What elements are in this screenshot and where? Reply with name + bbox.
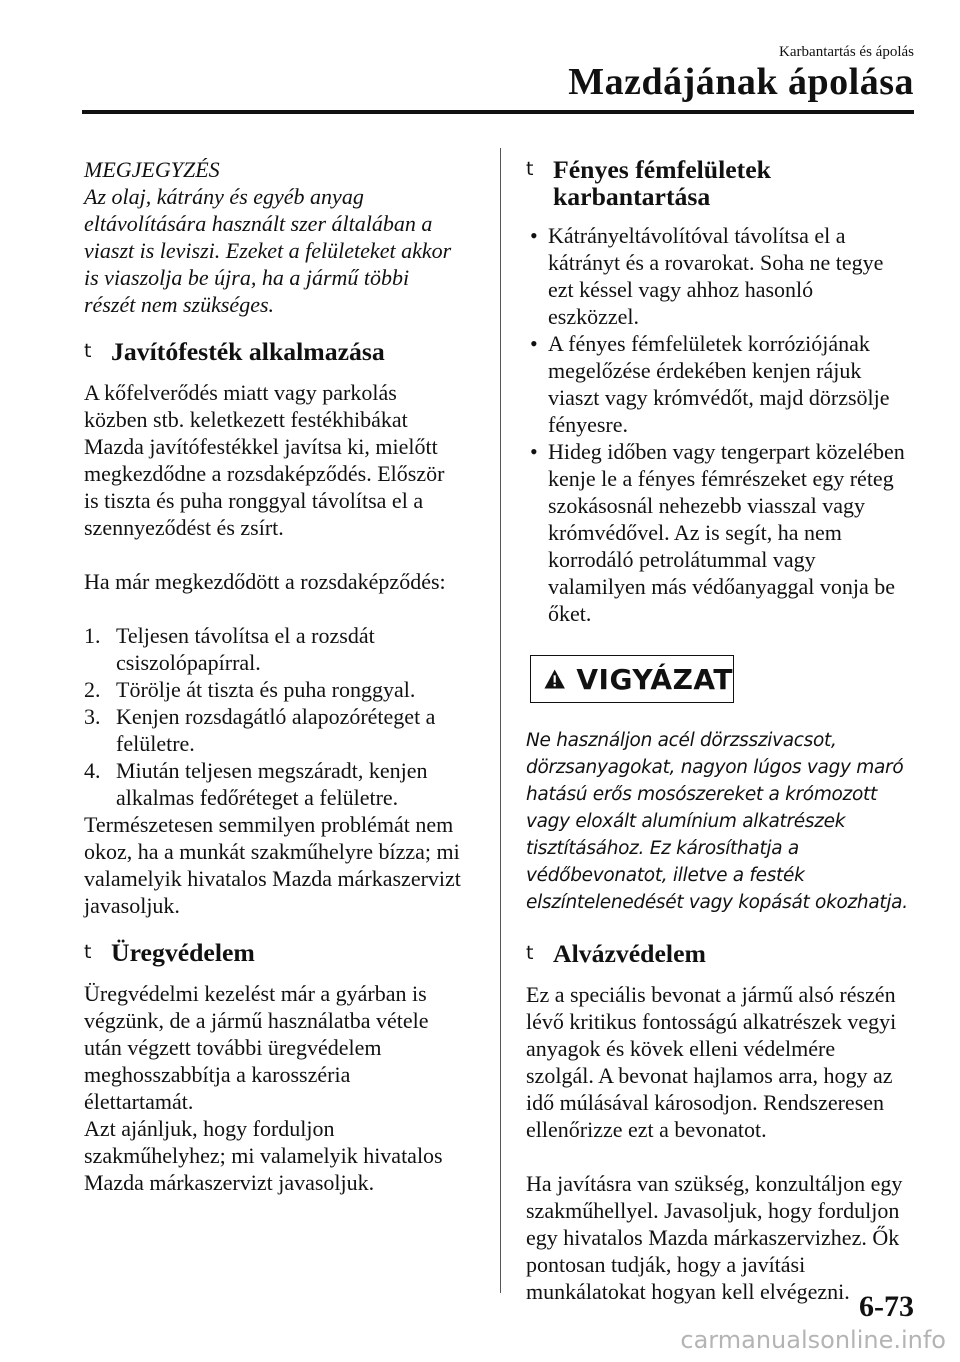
bullet-text: valamilyen más védőanyaggal vonja be bbox=[548, 574, 895, 599]
text-line: meghosszabbítja a karosszéria bbox=[84, 1062, 351, 1087]
caution-line: hatású erős mosószereket a krómozott bbox=[526, 784, 877, 805]
note-line: eltávolítására használt szer általában a bbox=[84, 211, 433, 236]
paragraph-cavity bbox=[84, 980, 484, 1196]
caution-line: védőbevonatot, illetve a festék bbox=[526, 865, 805, 886]
step-text: alkalmas fedőréteget a felületre. bbox=[116, 785, 399, 810]
bullet-icon: • bbox=[530, 223, 538, 248]
bullet-text: megelőzése érdekében kenjen rájuk bbox=[548, 358, 862, 383]
list-item bbox=[526, 330, 918, 438]
text-line: végzünk, de a jármű használatba vétele bbox=[84, 1008, 429, 1033]
step-number: 4. bbox=[84, 758, 101, 783]
step-number: 2. bbox=[84, 677, 101, 702]
paragraph-rust-started: Ha már megkezdődött a rozsdaképződés: bbox=[84, 569, 446, 594]
heading-text: Javítófesték alkalmazása bbox=[111, 337, 385, 366]
bullet-text: korrodáló petrolátummal vagy bbox=[548, 547, 816, 572]
note-line: viaszt is leviszi. Ezeket a felületeket akkor bbox=[84, 238, 452, 263]
heading-text: Alvázvédelem bbox=[553, 939, 706, 968]
section-marker-icon: t bbox=[526, 942, 534, 964]
caution-label: VIGYÁZAT bbox=[576, 662, 733, 696]
header-rule bbox=[82, 110, 914, 114]
step-number: 3. bbox=[84, 704, 101, 729]
note-line: Az olaj, kátrány és egyéb anyag bbox=[84, 184, 364, 209]
list-item bbox=[84, 676, 484, 703]
paragraph-touch-up bbox=[84, 379, 484, 541]
warning-triangle-icon bbox=[543, 664, 566, 694]
text-line: ellenőrizze ezt a bevonatot. bbox=[526, 1117, 767, 1142]
text-line: szennyeződést és zsírt. bbox=[84, 515, 284, 540]
paragraph-underbody bbox=[526, 981, 918, 1143]
heading-touch-up-paint bbox=[84, 338, 484, 365]
list-item bbox=[84, 757, 484, 811]
paragraph-repair-advice bbox=[526, 1170, 918, 1305]
paragraph-workshop-advice bbox=[84, 811, 484, 919]
bullet-text: Kátrányeltávolítóval távolítsa el a bbox=[548, 223, 846, 248]
section-marker-icon: t bbox=[84, 340, 92, 362]
step-text: csiszolópapírral. bbox=[116, 650, 261, 675]
text-line: pontosan tudják, hogy a javítási bbox=[526, 1252, 806, 1277]
text-line: anyagok és kövek elleni védelmére bbox=[526, 1036, 836, 1061]
bullet-text: kátrányt és a rovarokat. Soha ne tegye bbox=[548, 250, 884, 275]
section-marker-icon: t bbox=[526, 158, 534, 180]
text-line: idő múlásával károsodjon. Rendszeresen bbox=[526, 1090, 885, 1115]
heading-underbody-protection bbox=[526, 940, 918, 967]
caution-text bbox=[526, 727, 918, 916]
step-text: Kenjen rozsdagátló alapozóréteget a bbox=[116, 704, 436, 729]
caution-line: tisztításához. Ez károsíthatja a bbox=[526, 838, 799, 859]
text-line: közben stb. keletkezett festékhibákat bbox=[84, 407, 408, 432]
heading-text: Üregvédelem bbox=[111, 938, 255, 967]
running-header-title: Mazdájának ápolása bbox=[568, 61, 914, 103]
text-line: valamelyik hivatalos Mazda márkaszervizt bbox=[84, 866, 461, 891]
column-divider bbox=[500, 148, 501, 1293]
text-line: Üregvédelmi kezelést már a gyárban is bbox=[84, 981, 427, 1006]
running-header-section: Karbantartás és ápolás bbox=[779, 44, 914, 60]
heading-text: Fényes fémfelületek karbantartása bbox=[553, 155, 771, 211]
bullet-text: A fényes fémfelületek korróziójának bbox=[548, 331, 870, 356]
text-line: egy hivatalos Mazda márkaszervizhez. Ők bbox=[526, 1225, 900, 1250]
text-line: lévő kritikus fontosságú alkatrészek vegyi bbox=[526, 1009, 897, 1034]
note-line: részét nem szükséges. bbox=[84, 292, 275, 317]
bullet-text: ezt késsel vagy ahhoz hasonló bbox=[548, 277, 814, 302]
bullet-text: Hideg időben vagy tengerpart közelében bbox=[548, 439, 905, 464]
step-number: 1. bbox=[84, 623, 101, 648]
list-item bbox=[526, 222, 918, 330]
heading-cavity-protection bbox=[84, 939, 484, 966]
step-text: Törölje át tiszta és puha ronggyal. bbox=[116, 677, 416, 702]
text-line: Ez a speciális bevonat a jármű alsó részén bbox=[526, 982, 896, 1007]
bullet-text: krómvédővel. Az is segít, ha nem bbox=[548, 520, 842, 545]
text-line: Azt ajánljuk, hogy forduljon bbox=[84, 1116, 335, 1141]
caution-line: vagy eloxált alumínium alkatrészek bbox=[526, 811, 846, 832]
bullet-text: fényesre. bbox=[548, 412, 629, 437]
note-body bbox=[84, 183, 484, 318]
text-line: után végzett további üregvédelem bbox=[84, 1035, 382, 1060]
caution-line: Ne használjon acél dörzsszivacsot, bbox=[526, 730, 837, 751]
text-line: szakműhelyhez; mi valamelyik hivatalos bbox=[84, 1143, 443, 1168]
text-line: okoz, ha a munkát szakműhelyre bízza; mi bbox=[84, 839, 460, 864]
text-line: Mazda márkaszervizt javasoljuk. bbox=[84, 1170, 375, 1195]
bullet-text: kenje le a fényes fémrészeket egy réteg bbox=[548, 466, 894, 491]
left-column bbox=[84, 156, 484, 1196]
bullet-text: eszközzel. bbox=[548, 304, 639, 329]
bullet-text: szokásosnál nehezebb viasszal vagy bbox=[548, 493, 866, 518]
step-text: felületre. bbox=[116, 731, 195, 756]
text-line: Ha javításra van szükség, konzultáljon egy bbox=[526, 1171, 903, 1196]
note-title: MEGJEGYZÉS bbox=[84, 157, 220, 182]
list-item bbox=[526, 438, 918, 627]
text-line: javasoljuk. bbox=[84, 893, 180, 918]
text-line: is tiszta és puha ronggyal távolítsa el a bbox=[84, 488, 424, 513]
bullet-icon: • bbox=[530, 439, 538, 464]
list-item bbox=[84, 622, 484, 676]
page-number: 6-73 bbox=[859, 1290, 914, 1323]
repair-steps-list bbox=[84, 622, 484, 811]
list-item bbox=[84, 703, 484, 757]
note-line: is viaszolja be újra, ha a jármű többi bbox=[84, 265, 410, 290]
metal-care-bullet-list bbox=[526, 222, 918, 627]
watermark: carmanualsonline.info bbox=[680, 1326, 946, 1354]
text-line: Mazda javítófestékkel javítsa ki, mielőtt bbox=[84, 434, 438, 459]
caution-line: dörzsanyagokat, nagyon lúgos vagy maró bbox=[526, 757, 904, 778]
text-line: A kőfelverődés miatt vagy parkolás bbox=[84, 380, 397, 405]
text-line: szakműhellyel. Javasoljuk, hogy forduljon bbox=[526, 1198, 900, 1223]
bullet-text: őket. bbox=[548, 601, 592, 626]
bullet-icon: • bbox=[530, 331, 538, 356]
text-line: megkezdődne a rozsdaképződés. Először bbox=[84, 461, 445, 486]
step-text: Teljesen távolítsa el a rozsdát bbox=[116, 623, 375, 648]
caution-box bbox=[530, 655, 734, 703]
caution-line: elszíntelenedését vagy kopását okozhatja. bbox=[526, 892, 908, 913]
text-line: élettartamát. bbox=[84, 1089, 194, 1114]
text-line: Természetesen semmilyen problémát nem bbox=[84, 812, 454, 837]
heading-bright-metal-care bbox=[526, 156, 918, 210]
text-line: munkálatokat hogyan kell elvégezni. bbox=[526, 1279, 850, 1304]
text-line: szolgál. A bevonat hajlamos arra, hogy az bbox=[526, 1063, 893, 1088]
section-marker-icon: t bbox=[84, 941, 92, 963]
bullet-text: viaszt vagy krómvédőt, majd dörzsölje bbox=[548, 385, 890, 410]
right-column bbox=[526, 156, 918, 1305]
step-text: Miután teljesen megszáradt, kenjen bbox=[116, 758, 428, 783]
